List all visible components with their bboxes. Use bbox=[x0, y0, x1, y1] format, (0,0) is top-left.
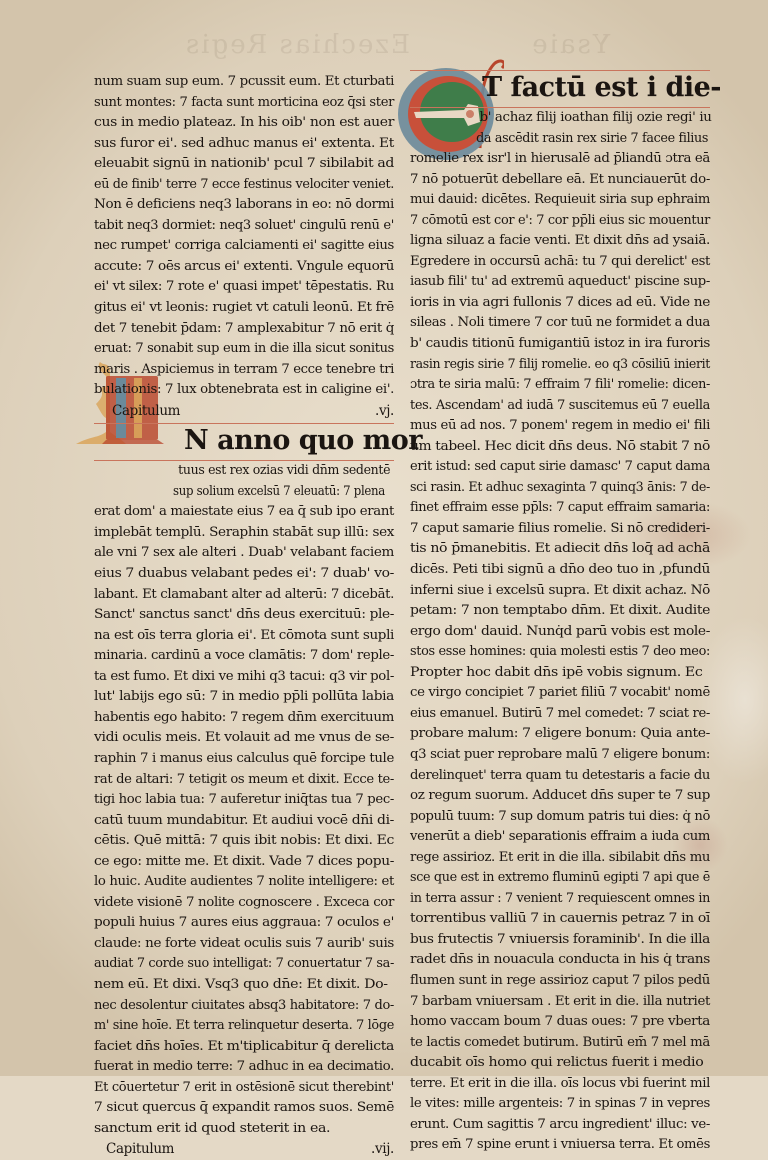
text-line: b' caudis titionū fumigantiū istoz in ira furoris bbox=[410, 336, 710, 352]
text-line: sunt montes: 7 facta sunt morticina eoz q̄si ster bbox=[94, 94, 394, 110]
text-line: sce que est in extremo fluminū egipti 7 api que ē bbox=[410, 870, 710, 886]
text-line: inferni siue i excelsū supra. Et dixit achaz. Nō bbox=[410, 582, 710, 598]
text-line: petam: 7 non temptabo dn̄m. Et dixit. Audite bbox=[410, 603, 710, 619]
right-column bbox=[410, 70, 721, 1156]
text-line: implebāt templū. Seraphin stabāt sup illū: sex bbox=[94, 524, 394, 540]
text-line: finet effraim esse pp̄ls: 7 caput effraim samaria: bbox=[410, 500, 710, 516]
text-line: Egredere in occursū achā: tu 7 qui derelict' est bbox=[410, 253, 710, 269]
text-line: lo huic. Audite audientes 7 nolite intelligere: et bbox=[94, 874, 394, 890]
chapter-heading-vi bbox=[94, 401, 394, 422]
text-line: claude: ne forte videat oculis suis 7 aurib' suis bbox=[94, 935, 394, 951]
text-line: videte visionē 7 nolite cognoscere . Exceca cor bbox=[94, 894, 394, 910]
text-line: venerūt a dieb' separationis effraim a iuda cum bbox=[410, 829, 710, 845]
text-line: b' achaz filij ioathan filij ozie regi' iu bbox=[479, 110, 712, 125]
text-line: tes. Ascendam' ad iudā 7 suscitemus eū 7 euella bbox=[410, 397, 710, 413]
text-line: accute: 7 oēs arcus ei' extenti. Vngule equorū bbox=[94, 258, 394, 274]
text-line: tis nō p̄manebitis. Et adiecit dn̄s loq̄ ad achā bbox=[410, 541, 710, 557]
text-line: torrentibus valliū 7 in cauernis petraz 7 in oī bbox=[410, 911, 710, 927]
text-line: populū tuum: 7 sup domum patris tui dies: q̇ nō bbox=[410, 808, 710, 824]
text-line: derelinquet' terra quam tu detestaris a facie du bbox=[410, 767, 710, 783]
text-line: ioris in via agri fullonis 7 dices ad eū. Vide ne bbox=[410, 294, 710, 310]
text-line: vidi oculis meis. Et volauit ad me vnus de se- bbox=[94, 730, 394, 746]
text-line: nec rumpet' corriga calciamenti ei' sagitte eius bbox=[94, 238, 395, 254]
text-line: sci rasin. Et adhuc sexaginta 7 quinq3 ānis: 7 de- bbox=[410, 479, 710, 495]
text-line: ligna siluaz a facie venti. Et dixit dn̄s ad ysaiā. bbox=[410, 233, 710, 249]
text-line: um tabeel. Hec dicit dn̄s deus. Nō stabit 7 nō bbox=[410, 438, 710, 454]
text-line: 7 nō potuerūt debellare eā. Et nunciauerūt do- bbox=[410, 171, 710, 187]
text-line: 7 cōmotū est cor e': 7 cor pp̄li eius sic mouentur bbox=[410, 212, 710, 228]
text-line: radet dn̄s in nouacula conducta in his q̇ trans bbox=[410, 952, 710, 968]
text-line: ce ego: mitte me. Et dixit. Vade 7 dices popu- bbox=[94, 853, 394, 869]
text-line: nem eū. Et dixi. Vsq3 quo dn̄e: Et dixit. Do- bbox=[94, 976, 388, 992]
text-line: m' sine hoīe. Et terra relinquetur deserta. 7 lōge bbox=[94, 1018, 394, 1034]
text-line: audiat 7 corde suo intelligat: 7 conuertatur 7 sa- bbox=[94, 956, 394, 972]
text-line: rasin regis sirie 7 filij romelie. eo q3 cōsiliū inierit bbox=[410, 356, 710, 372]
show-through-header-left: Ezechias Regis bbox=[183, 30, 410, 60]
text-line: eū de finib' terre 7 ecce festinus velociter veniet. bbox=[94, 176, 394, 192]
text-line: minaria. cardinū a voce clamātis: 7 dom' reple- bbox=[94, 648, 394, 664]
text-line: cētis. Quē mittā: 7 quis ibit nobis: Et dixi. Ec bbox=[94, 833, 394, 849]
text-line: le vites: mille argenteis: 7 in spinas 7 in vepres bbox=[410, 1096, 710, 1112]
text-line: catū tuum mundabitur. Et audiui vocē dn̄i di- bbox=[94, 812, 394, 828]
text-line: det 7 tenebit p̄dam: 7 amplexabitur 7 nō erit q̇ bbox=[94, 320, 394, 336]
text-line: Non ē deficiens neq3 laborans in eo: nō dormi bbox=[94, 197, 394, 213]
text-line: bulationis: 7 lux obtenebrata est in caligine ei'. bbox=[94, 382, 394, 398]
text-line: dicēs. Peti tibi signū a dn̄o deo tuo in ,pfundū bbox=[410, 562, 710, 578]
text-line: bus frutectis 7 vniuersis foraminib'. In die illa bbox=[410, 931, 710, 947]
text-line: ducabit oīs homo qui relictus fuerit i medio bbox=[410, 1055, 704, 1071]
text-line: sileas . Noli timere 7 cor tuū ne formidet a dua bbox=[410, 315, 710, 331]
text-line: rat de altari: 7 tetigit os meum et dixit. Ecce te- bbox=[94, 771, 394, 787]
text-line: erunt. Cum sagittis 7 arcu ingredient' illuc: ve- bbox=[410, 1116, 710, 1132]
text-line: in terra assur : 7 venient 7 requiescent omnes in bbox=[410, 890, 710, 906]
text-line: probare malum: 7 eligere bonum: Quia ante- bbox=[410, 726, 710, 742]
text-line: sup solium excelsū 7 eleuatū: 7 plena bbox=[172, 483, 385, 499]
text-line: eleuabit signū in nationib' pcul 7 sibilabit ad bbox=[94, 156, 394, 172]
text-line: raphin 7 i manus eius calculus quē forcipe tule bbox=[94, 750, 394, 766]
text-line: erat dom' a maiestate eius 7 ea q̄ sub ipo erant bbox=[94, 504, 394, 520]
text-line: tuus est rex ozias vidi dn̄m sedentē bbox=[178, 463, 391, 479]
text-line: eruat: 7 sonabit sup eum in die illa sicut sonitus bbox=[94, 341, 394, 357]
chapter-number: .vij. bbox=[371, 1141, 394, 1158]
text-line: terre. Et erit in die illa. oīs locus vbi fuerint mil bbox=[410, 1075, 710, 1091]
chapter-heading-vii bbox=[94, 1139, 394, 1160]
text-line: te lactis comedet butirum. Butirū em̄ 7 mel mā bbox=[410, 1034, 710, 1050]
text-line: na est oīs terra gloria ei'. Et cōmota sunt supli bbox=[94, 627, 394, 643]
chapter-number: .vj. bbox=[375, 402, 394, 419]
text-line: 7 sicut quercus q̄ expandit ramos suos. Semē bbox=[94, 1100, 394, 1116]
text-line: Et cōuertetur 7 erit in ostēsionē sicut therebint' bbox=[94, 1079, 394, 1095]
text-line: tabit neq3 dormiet: neq3 soluet' cingulū renū e' bbox=[94, 217, 394, 233]
text-line: faciet dn̄s hoīes. Et m'tiplicabitur q̄ derelicta bbox=[94, 1038, 394, 1054]
incipit-chapter-vii: T factū est i die- bbox=[410, 70, 710, 108]
chapter-label: Capitulum bbox=[112, 402, 181, 419]
text-line: lut' labijs ego sū: 7 in medio pp̄li pollūta labia bbox=[94, 689, 394, 705]
left-column bbox=[94, 72, 422, 1160]
text-line: eius 7 duabus velabant pedes ei': 7 duab' vo- bbox=[94, 566, 394, 582]
text-line: mus eū ad nos. 7 ponem' regem in medio ei' fili bbox=[410, 418, 710, 434]
text-line: sus furor ei'. sed adhuc manus ei' extenta. Et bbox=[94, 135, 394, 151]
text-line: ei' vt silex: 7 rote e' quasi impet' tēpestatis. Ru bbox=[94, 279, 394, 295]
text-line: maris . Aspiciemus in terram 7 ecce tenebre tri bbox=[94, 361, 394, 377]
text-line: ergo dom' dauid. Nunq̇d parū vobis est mole- bbox=[410, 623, 710, 639]
text-line: nec desolentur ciuitates absq3 habitatore: 7 do- bbox=[94, 997, 394, 1013]
text-line: iasub fili' tu' ad extremū aqueduct' piscine sup- bbox=[410, 274, 710, 290]
text-line: cus in medio plateaz. In his oib' non est auer bbox=[94, 115, 394, 131]
chapter-label: Capitulum bbox=[106, 1141, 175, 1158]
text-line: rege assirioz. Et erit in die illa. sibilabit dn̄s mu bbox=[410, 849, 710, 865]
text-line: Sanct' sanctus sanct' dn̄s deus exercituū: ple- bbox=[94, 607, 394, 623]
text-line: ce virgo concipiet 7 pariet filiū 7 vocabit' nomē bbox=[410, 685, 710, 701]
show-through-header-right: Ysaie bbox=[530, 30, 610, 60]
incipit-chapter-vi: N anno quo mor bbox=[94, 423, 394, 461]
text-line: populi huius 7 aures eius aggraua: 7 oculos e' bbox=[94, 915, 394, 931]
text-line: sanctum erit id quod steterit in ea. bbox=[94, 1120, 331, 1136]
text-line: oz regum suorum. Adducet dn̄s super te 7 sup bbox=[410, 788, 710, 804]
text-line: eius emanuel. Butirū 7 mel comedet: 7 sciat re- bbox=[410, 705, 710, 721]
text-line: ɔtra te siria malū: 7 effraim 7 fili' romelie: dicen- bbox=[410, 377, 710, 393]
text-line: pres em̄ 7 spine erunt i vniuersa terra. Et omēs bbox=[410, 1137, 710, 1153]
text-line: romelie rex isr'l in hierusalē ad p̄liandū ɔtra eā bbox=[410, 151, 710, 167]
text-line: 7 barbam vniuersam . Et erit in die. illa nutriet bbox=[410, 993, 710, 1009]
text-line: erit istud: sed caput sirie damasc' 7 caput dama bbox=[410, 459, 710, 475]
text-line: gitus ei' vt leonis: rugiet vt catuli leonū. Et frē bbox=[94, 300, 394, 316]
text-line: da ascēdit rasin rex sirie 7 facee filius bbox=[476, 130, 709, 146]
text-line: 7 caput samarie filius romelie. Si nō credideri- bbox=[410, 520, 710, 536]
text-line: fuerat in medio terre: 7 adhuc in ea decimatio. bbox=[94, 1059, 394, 1075]
text-line: Propter hoc dabit dn̄s ipē vobis signum. Ec bbox=[410, 664, 703, 680]
text-line: tigi hoc labia tua: 7 auferetur iniq̄tas tua 7 pec- bbox=[94, 792, 394, 808]
text-line: labant. Et clamabant alter ad alterū: 7 dicebāt. bbox=[94, 586, 394, 602]
text-line: num suam sup eum. 7 pcussit eum. Et cturbati bbox=[94, 74, 394, 89]
text-line: ta est fumo. Et dixi ve mihi q3 tacui: q3 vir pol- bbox=[94, 668, 394, 684]
text-line: ale vni 7 sex ale alteri . Duab' velabant faciem bbox=[94, 545, 394, 561]
text-line: habentis ego habito: 7 regem dn̄m exercituum bbox=[94, 709, 395, 725]
text-line: homo vaccam boum 7 duas oues: 7 pre vberta bbox=[410, 1014, 710, 1030]
text-line: stos esse homines: quia molesti estis 7 deo meo: bbox=[410, 644, 710, 660]
text-line: mui dauid: dicētes. Requieuit siria sup ephraim bbox=[410, 192, 710, 208]
text-line: q3 sciat puer reprobare malū 7 eligere bonum: bbox=[410, 746, 710, 762]
text-line: flumen sunt in rege assirioz caput 7 pilos pedū bbox=[410, 972, 710, 988]
